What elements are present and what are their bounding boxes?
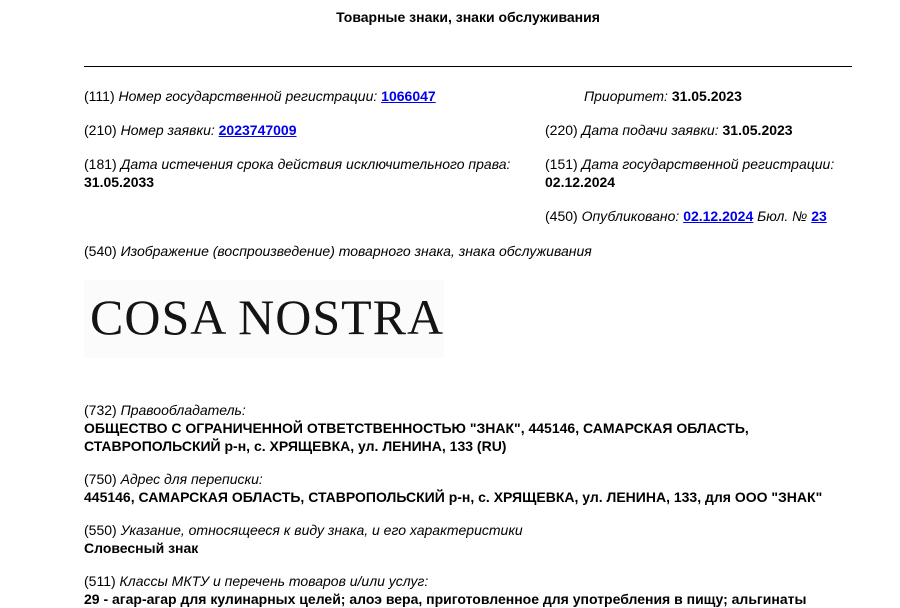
field-code: (210) [84,122,117,138]
classes-value: 29 - агар-агар для кулинарных целей; алоэ вера, приготовленное для употребления в пищу; альгинаты [84,591,807,607]
application-number-field [84,121,297,139]
field-label: Дата подачи заявки: [581,122,719,138]
field-label: Адрес для переписки: [120,471,263,487]
field-label: Опубликовано: [581,208,680,224]
registration-date-field [545,155,834,191]
priority-field [584,87,742,105]
image-field [84,242,592,260]
field-code: (220) [545,122,578,138]
divider [84,66,852,67]
field-code: (151) [545,156,578,172]
trademark-wordmark: COSA NOSTRA [90,289,445,345]
field-label: Дата истечения срока действия исключительного права: [120,156,511,172]
field-code: (181) [84,156,117,172]
field-label: Указание, относящееся к виду знака, и его характеристики [120,522,523,538]
mark-type-value: Словесный знак [84,540,199,556]
filing-date-field [545,121,793,139]
field-label: Дата государственной регистрации: [581,156,835,172]
priority-value: 31.05.2023 [671,88,742,104]
field-label: Номер государственной регистрации: [118,88,378,104]
registration-date-value: 02.12.2024 [545,174,616,190]
field-code: (750) [84,471,117,487]
field-label: Правообладатель: [120,402,246,418]
registration-number-field [84,87,436,105]
application-number-link[interactable]: 2023747009 [218,122,297,138]
mark-type-field [84,521,523,557]
field-label: Номер заявки: [120,122,215,138]
page-title: Товарные знаки, знаки обслуживания [336,9,600,25]
bulletin-number-link[interactable]: 23 [811,208,827,224]
published-date-link[interactable]: 02.12.2024 [683,208,754,224]
correspondence-address-value: 445146, САМАРСКАЯ ОБЛАСТЬ, СТАВРОПОЛЬСКИЙ р-н, с. ХРЯЩЕВКА, ул. ЛЕНИНА, 133, для ООО "ЗНАК" [84,489,823,505]
field-label: Приоритет: [584,88,668,104]
field-code: (511) [84,573,116,589]
bulletin-label: Бюл. № [757,208,808,224]
field-code: (732) [84,402,117,418]
field-label: Классы МКТУ и перечень товаров и/или услуг: [119,573,429,589]
rightholder-line-1: ОБЩЕСТВО С ОГРАНИЧЕННОЙ ОТВЕТСТВЕННОСТЬЮ "ЗНАК", 445146, САМАРСКАЯ ОБЛАСТЬ, [84,420,749,436]
rightholder-line-2: СТАВРОПОЛЬСКИЙ р-н, с. ХРЯЩЕВКА, ул. ЛЕНИНА, 133 (RU) [84,438,507,454]
field-code: (540) [84,243,117,259]
filing-date-value: 31.05.2023 [722,122,793,138]
field-code: (111) [84,88,115,104]
rightholder-field [84,401,749,455]
expiry-date-field [84,155,510,191]
registration-number-link[interactable]: 1066047 [381,88,436,104]
field-code: (450) [545,208,578,224]
classes-field [84,572,806,608]
correspondence-address-field [84,470,822,506]
field-label: Изображение (воспроизведение) товарного знака, знака обслуживания [120,243,592,259]
published-field [545,207,827,225]
expiry-date-value: 31.05.2033 [84,174,155,190]
field-code: (550) [84,522,117,538]
